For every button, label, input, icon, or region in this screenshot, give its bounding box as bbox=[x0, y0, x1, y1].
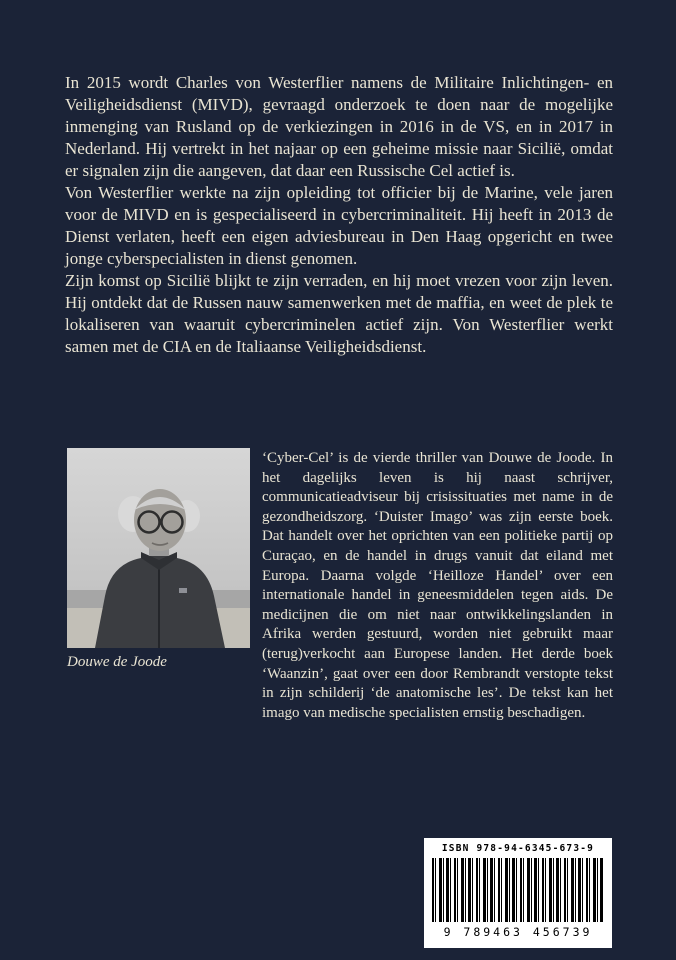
synopsis-paragraph-1: In 2015 wordt Charles von Westerflier namens de Militaire Inlichtingen- en Veiligheidsdienst (MIVD), gevraagd onderzoek te doen naar de mogelijke inmenging van Rusland op de verkiezingen in 2016 in de VS, en in 2017 in Nederland. Hij vertrekt in het najaar op een geheime missie naar Sicilië, omdat er signalen zijn die aangeven, dat daar een Russische Cel actief is. bbox=[65, 73, 613, 180]
author-photo-illustration bbox=[67, 448, 250, 648]
author-photo bbox=[67, 448, 250, 648]
barcode-panel bbox=[424, 838, 612, 948]
barcode-icon bbox=[432, 858, 604, 922]
synopsis-paragraph-2: Von Westerflier werkte na zijn opleiding tot officier bij de Marine, vele jaren voor de MIVD en is gespecialiseerd in cybercriminaliteit. Hij heeft in 2013 de Dienst verlaten, heeft een eigen adviesbureau in Den Haag opgericht en twee jonge cyberspecialisten in dienst genomen. bbox=[65, 183, 613, 268]
author-bio-text: ‘Cyber-Cel’ is de vierde thriller van Douwe de Joode. In het dagelijks leven is hij naast schrijver, communicatieadviseur bij crisissituaties met name in de gezondheidszorg. ‘Duister Imago’ was zijn eerste boek. Dat handelt over het oprichten van een politieke partij op Curaçao, en de handel in drugs vanuit dat eiland met Europa. Daarna volgde ‘Heilloze Handel’ over een internationale handel in geneesmiddelen tegen aids. De medicijnen die om niet naar ontwikkelingslanden in Afrika werden gestuurd, worden niet gebruikt maar (terug)verkocht aan Europese landen. Het derde boek ‘Waanzin’, gaat over een door Rembrandt verstopte tekst in zijn schilderij ‘de anatomische les’. De tekst kan het imago van medische specialisten ernstig beschadigen. bbox=[262, 450, 613, 721]
author-bio-block bbox=[262, 449, 613, 723]
author-photo-caption: Douwe de Joode bbox=[67, 654, 167, 670]
isbn-label: ISBN 978-94-6345-673-9 bbox=[441, 843, 595, 854]
barcode-digits: 9 789463 456739 bbox=[443, 925, 593, 939]
synopsis-paragraph-3: Zijn komst op Sicilië blijkt te zijn verraden, en hij moet vrezen voor zijn leven. Hij ontdekt dat de Russen nauw samenwerken met de maffia, en weet de plek te lokaliseren van waaruit cybercriminelen actief zijn. Von Westerflier werkt samen met de CIA en de Italiaanse Veiligheidsdienst. bbox=[65, 271, 613, 356]
synopsis-block bbox=[65, 72, 613, 358]
